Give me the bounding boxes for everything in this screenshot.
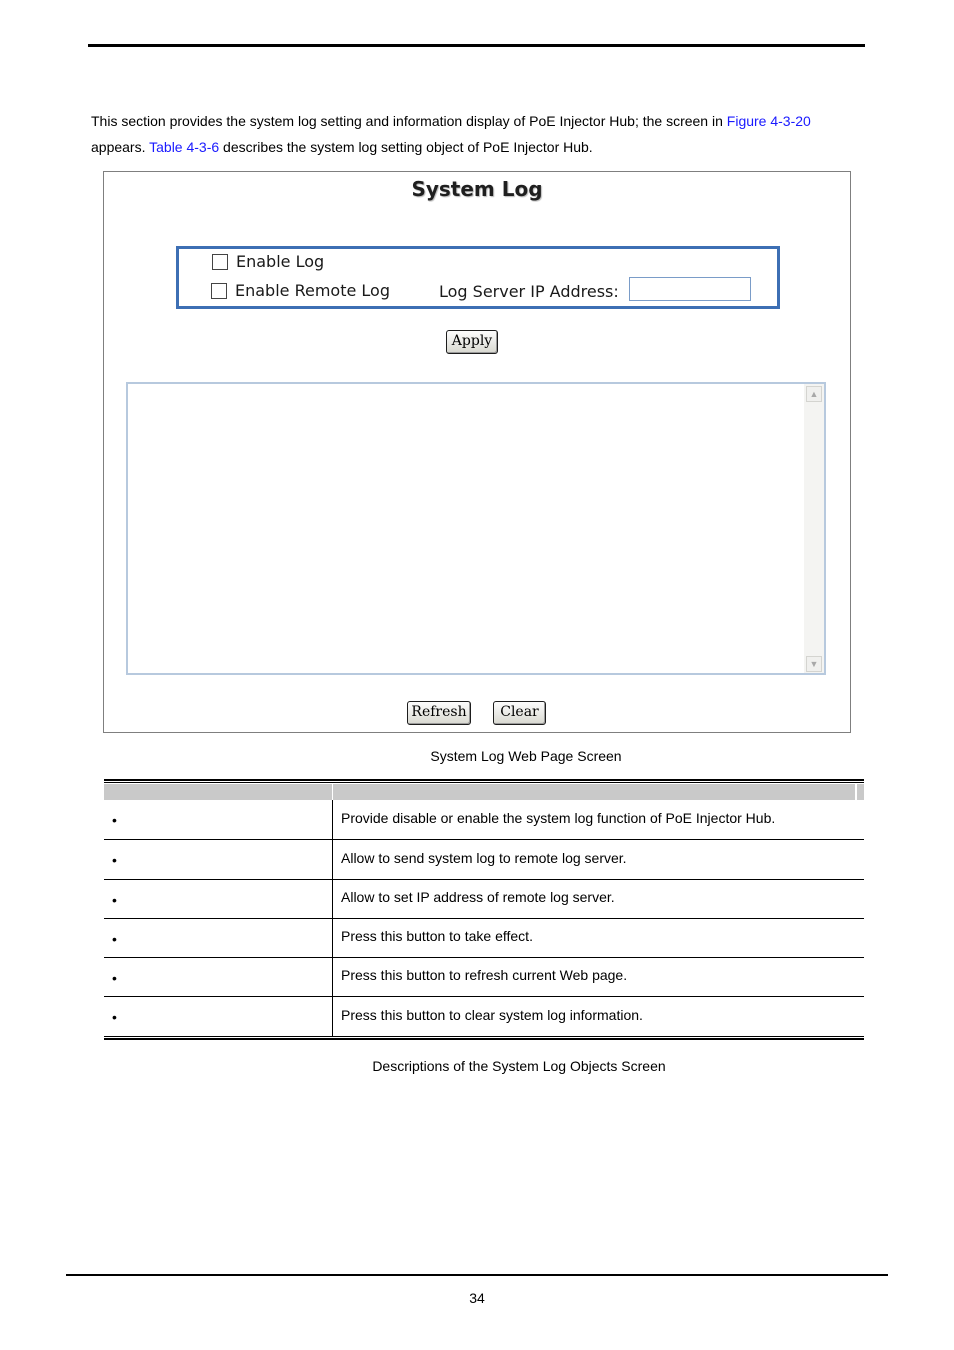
objects-table [104,779,864,1041]
footer-rule [66,1274,888,1276]
scroll-down-icon[interactable]: ▼ [806,656,822,672]
row-description: Press this button to refresh current Web page. [341,967,628,983]
row-bullet: • [112,852,117,868]
intro-line-2 [91,139,871,155]
system-log-textarea[interactable] [126,382,826,675]
table-header-divider [332,784,333,800]
table-bottom-rule [104,1038,864,1040]
table-row [104,800,864,840]
table-caption: Descriptions of the System Log Objects Screen [372,1058,666,1074]
table-header-divider [855,784,857,800]
row-bullet: • [112,812,117,828]
table-row [104,919,864,958]
apply-button[interactable]: Apply [446,330,498,354]
table-row [104,840,864,880]
enable-log-checkbox[interactable] [212,254,228,270]
table-row [104,997,864,1036]
intro-text: This section provides the system log setting and information display of PoE Injector Hub; the screen in [91,113,727,129]
page-number: 34 [469,1290,485,1306]
row-description: Press this button to take effect. [341,928,533,944]
figure-title: System Log [411,177,543,201]
column-divider [332,997,333,1036]
table-top-rule [104,779,864,781]
row-description: Press this button to clear system log information. [341,1007,643,1023]
row-bullet: • [112,931,117,947]
column-divider [332,919,333,957]
enable-remote-log-label: Enable Remote Log [235,281,390,300]
refresh-button[interactable]: Refresh [407,701,471,725]
table-bottom-rule [104,1036,864,1037]
intro-text: appears. [91,139,150,155]
table-header-row [104,784,864,800]
intro-line-1 [91,113,871,129]
table-row [104,958,864,997]
intro-text: describes the system log setting object of PoE Injector Hub. [219,139,593,155]
row-description: Allow to send system log to remote log server. [341,850,627,866]
row-bullet: • [112,970,117,986]
column-divider [332,800,333,839]
log-scrollbar[interactable] [804,384,824,673]
column-divider [332,880,333,918]
figure-link[interactable]: Figure 4-3-20 [726,113,811,129]
log-server-ip-input[interactable] [629,277,751,301]
enable-remote-log-checkbox[interactable] [211,283,227,299]
log-server-ip-label: Log Server IP Address: [439,282,619,301]
row-description: Allow to set IP address of remote log server. [341,889,615,905]
scroll-up-icon[interactable]: ▲ [806,386,822,402]
column-divider [332,958,333,996]
column-divider [332,840,333,879]
figure-caption: System Log Web Page Screen [430,748,622,764]
table-link[interactable]: Table 4-3-6 [149,139,220,155]
table-top-rule [104,782,864,783]
enable-log-label: Enable Log [236,252,325,271]
row-bullet: • [112,892,117,908]
header-rule [88,44,865,47]
clear-button[interactable]: Clear [493,701,546,725]
log-options-box [176,246,780,309]
table-row [104,880,864,919]
row-bullet: • [112,1009,117,1025]
row-description: Provide disable or enable the system log function of PoE Injector Hub. [341,810,776,826]
system-log-figure [103,171,851,733]
